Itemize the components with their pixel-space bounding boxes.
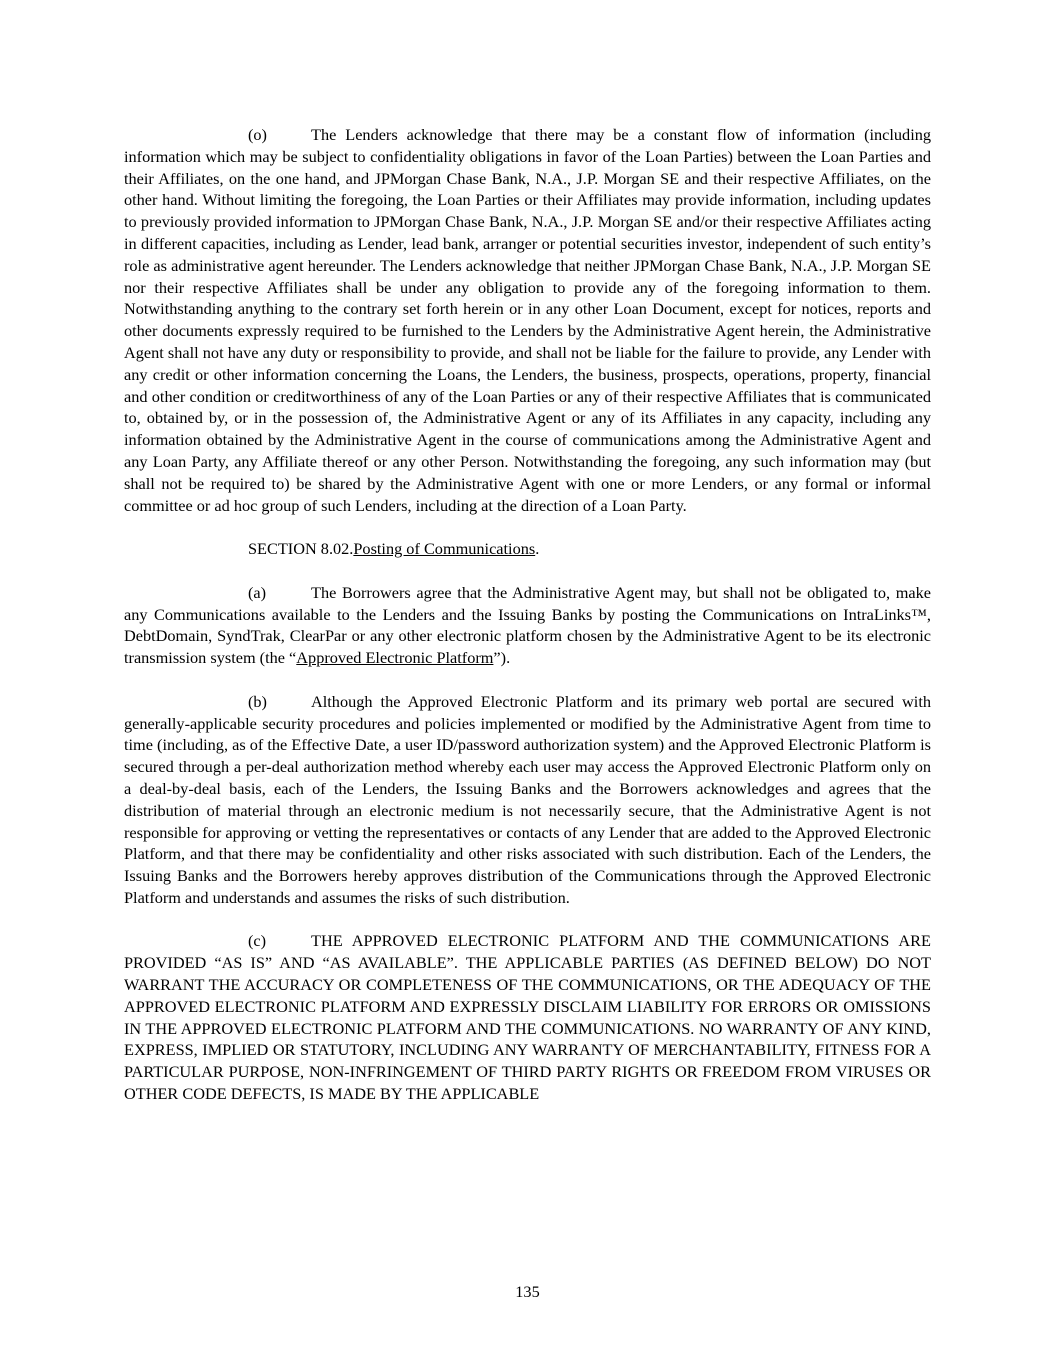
paragraph-a-marker: (a) xyxy=(248,582,267,602)
paragraph-o-text: The Lenders acknowledge that there may be a constant flow of information (including information which may be subject to confidentiality obligations in favor of the Loan Parties) between the Loan Parties and their Affiliates, on the one hand, and JPMorgan Chase Bank, N.A., J.P. Morgan SE and their respective Affiliates, on the other hand. Without limiting the foregoing, the Loan Parties or their Affiliates may provide information, including updates to previously provided information to JPMorgan Chase Bank, N.A., J.P. Morgan SE and/or their respective Affiliates acting in different capacities, including as Lender, lead bank, arranger or potential securities investor, independent of such entity’s role as administrative agent hereunder. The Lenders acknowledge that neither JPMorgan Chase Bank, N.A., J.P. Morgan SE nor their respective Affiliates shall be under any obligation to provide any of the foregoing information to them. Notwithstanding anything to the contrary set forth herein or in any other Loan Document, except for notices, reports and other documents expressly required to be furnished to the Lenders by the Administrative Agent herein, the Administrative Agent shall not have any duty or responsibility to provide, and shall not be liable for the failure to provide, any Lender with any credit or other information concerning the Loans, the Lenders, the business, prospects, operations, property, financial and other condition or creditworthiness of any of the Loan Parties or any of their respective Affiliates that is communicated to, obtained by, or in the possession of, the Administrative Agent or any of its Affiliates in any capacity, including any information obtained by the Administrative Agent in the course of communications among the Administrative Agent and any Loan Party, any Affiliate thereof or any other Person. Notwithstanding the foregoing, any such information may (but shall not be required to) be shared by the Administrative Agent with one or more Lenders, or any formal or informal committee or ad hoc group of such Lenders, including at the direction of a Loan Party. xyxy=(124,125,931,515)
section-heading xyxy=(124,538,931,560)
section-title: Posting of Communications xyxy=(353,539,536,559)
paragraph-c xyxy=(124,930,931,1104)
paragraph-a-text: The Borrowers agree that the Administrative Agent may, but shall not be obligated to, make any Communications available to the Lenders and the Issuing Banks by posting the Communications on IntraLinks™, DebtDomain, SyndTrak, ClearPar or any other electronic platform chosen by the Administrative Agent to be its electronic transmission system (the “ xyxy=(124,582,931,668)
paragraph-b-text: Although the Approved Electronic Platform and its primary web portal are secured with generally-applicable security procedures and policies implemented or modified by the Administrative Agent from time to time (including, as of the Effective Date, a user ID/password authorization system) and the Approved Electronic Platform is secured through a per-deal authorization method whereby each user may access the Approved Electronic Platform only on a deal-by-deal basis, each of the Lenders, the Issuing Banks and the Borrowers acknowledges and agrees that the distribution of material through an electronic medium is not necessarily secure, that the Administrative Agent is not responsible for approving or vetting the representatives or contacts of any Lender that are added to the Approved Electronic Platform, and that there may be confidentiality and other risks associated with such distribution. Each of the Lenders, the Issuing Banks and the Borrowers hereby approves distribution of the Communications through the Approved Electronic Platform and understands and assumes the risks of such distribution. xyxy=(124,691,931,907)
paragraph-a-text-end: ”). xyxy=(493,648,511,668)
section-number: SECTION 8.02. xyxy=(248,539,354,559)
paragraph-a xyxy=(124,582,931,669)
paragraph-o xyxy=(124,124,931,516)
paragraph-o-marker: (o) xyxy=(248,125,267,144)
page-number: 135 xyxy=(515,1282,540,1301)
defined-term-approved-electronic-platform: Approved Electronic Platform xyxy=(296,648,494,668)
paragraph-c-text: THE APPROVED ELECTRONIC PLATFORM AND THE COMMUNICATIONS ARE PROVIDED “AS IS” AND “AS AVAILABLE”. THE APPLICABLE PARTIES (AS DEFINED BELOW) DO NOT WARRANT THE ACCURACY OR COMPLETENESS OF THE COMMUNICATIONS, OR THE ADEQUACY OF THE APPROVED ELECTRONIC PLATFORM AND EXPRESSLY DISCLAIM LIABILITY FOR ERRORS OR OMISSIONS IN THE APPROVED ELECTRONIC PLATFORM AND THE COMMUNICATIONS. NO WARRANTY OF ANY KIND, EXPRESS, IMPLIED OR STATUTORY, INCLUDING ANY WARRANTY OF MERCHANTABILITY, FITNESS FOR A PARTICULAR PURPOSE, NON-INFRINGEMENT OF THIRD PARTY RIGHTS OR FREEDOM FROM VIRUSES OR OTHER CODE DEFECTS, IS MADE BY THE APPLICABLE xyxy=(124,931,931,1104)
paragraph-c-marker: (c) xyxy=(248,931,267,951)
paragraph-b xyxy=(124,691,931,909)
paragraph-b-marker: (b) xyxy=(248,691,267,711)
document-page xyxy=(124,124,931,1105)
section-period: . xyxy=(535,539,540,559)
